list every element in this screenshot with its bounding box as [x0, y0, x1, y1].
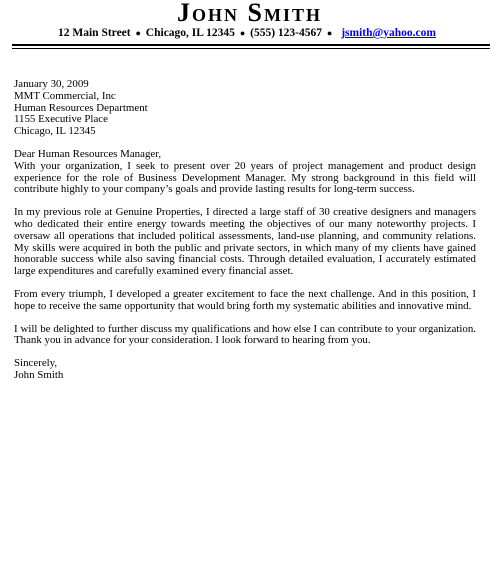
signature-name: John Smith [14, 368, 64, 381]
recipient-company: MMT Commercial, Inc [14, 89, 116, 102]
recipient-street: 1155 Executive Place [14, 113, 108, 126]
header-phone: (555) 123-4567 [250, 27, 322, 39]
header-name: John Smith [177, 0, 322, 27]
header-rule-thick [12, 44, 490, 46]
closing: Sincerely, [14, 357, 58, 370]
letter-date: January 30, 2009 [14, 78, 89, 90]
header-city: Chicago, IL 12345 [145, 27, 235, 39]
body-paragraph: In my previous role at Genuine Properties, I directed a large staff of 30 creative designers and managers who dedicated their entire energy towards meeting the objectives of our many noteworthy projects. I oversaw all operations that included political assessments, land-use planning, and community relations. My skills were acquired in both the public and private sectors, in which many of my clients have gained honorable success while also saving financial costs. Through detailed evaluation, I accurately estimated large expenditures and carefully examined every financial asset. [14, 206, 476, 278]
header-contact-line [58, 26, 458, 40]
header-rule-thin [12, 48, 490, 49]
body-paragraph: I will be delighted to further discuss my qualifications and how else I can contribute to your organization. Thank you in advance for your consideration. I look forward to hearing from you. [14, 322, 476, 347]
recipient-city: Chicago, IL 12345 [14, 125, 96, 138]
bullet-separator-icon: ● [239, 28, 246, 38]
recipient-department: Human Resources Department [14, 101, 148, 114]
bullet-separator-icon: ● [326, 28, 333, 38]
salutation: Dear Human Resources Manager, [14, 147, 162, 160]
header-street: 12 Main Street [58, 27, 131, 39]
body-paragraph: From every triumph, I developed a greater excitement to face the next challenge. And in this position, I hope to receive the same opportunity that would bring forth my systematic abilities and innovative mind. [14, 287, 476, 312]
bullet-separator-icon: ● [135, 28, 141, 38]
email-link[interactable]: jsmith@yahoo.com [341, 27, 436, 39]
recipient-address [14, 91, 476, 138]
letter-body [14, 79, 476, 382]
body-paragraph: With your organization, I seek to present over 20 years of project management and product design experience for the role of Business Development Manager. My strong background in this field will contribute highly to your company’s goals and provide lasting results for long-term success. [14, 159, 476, 196]
